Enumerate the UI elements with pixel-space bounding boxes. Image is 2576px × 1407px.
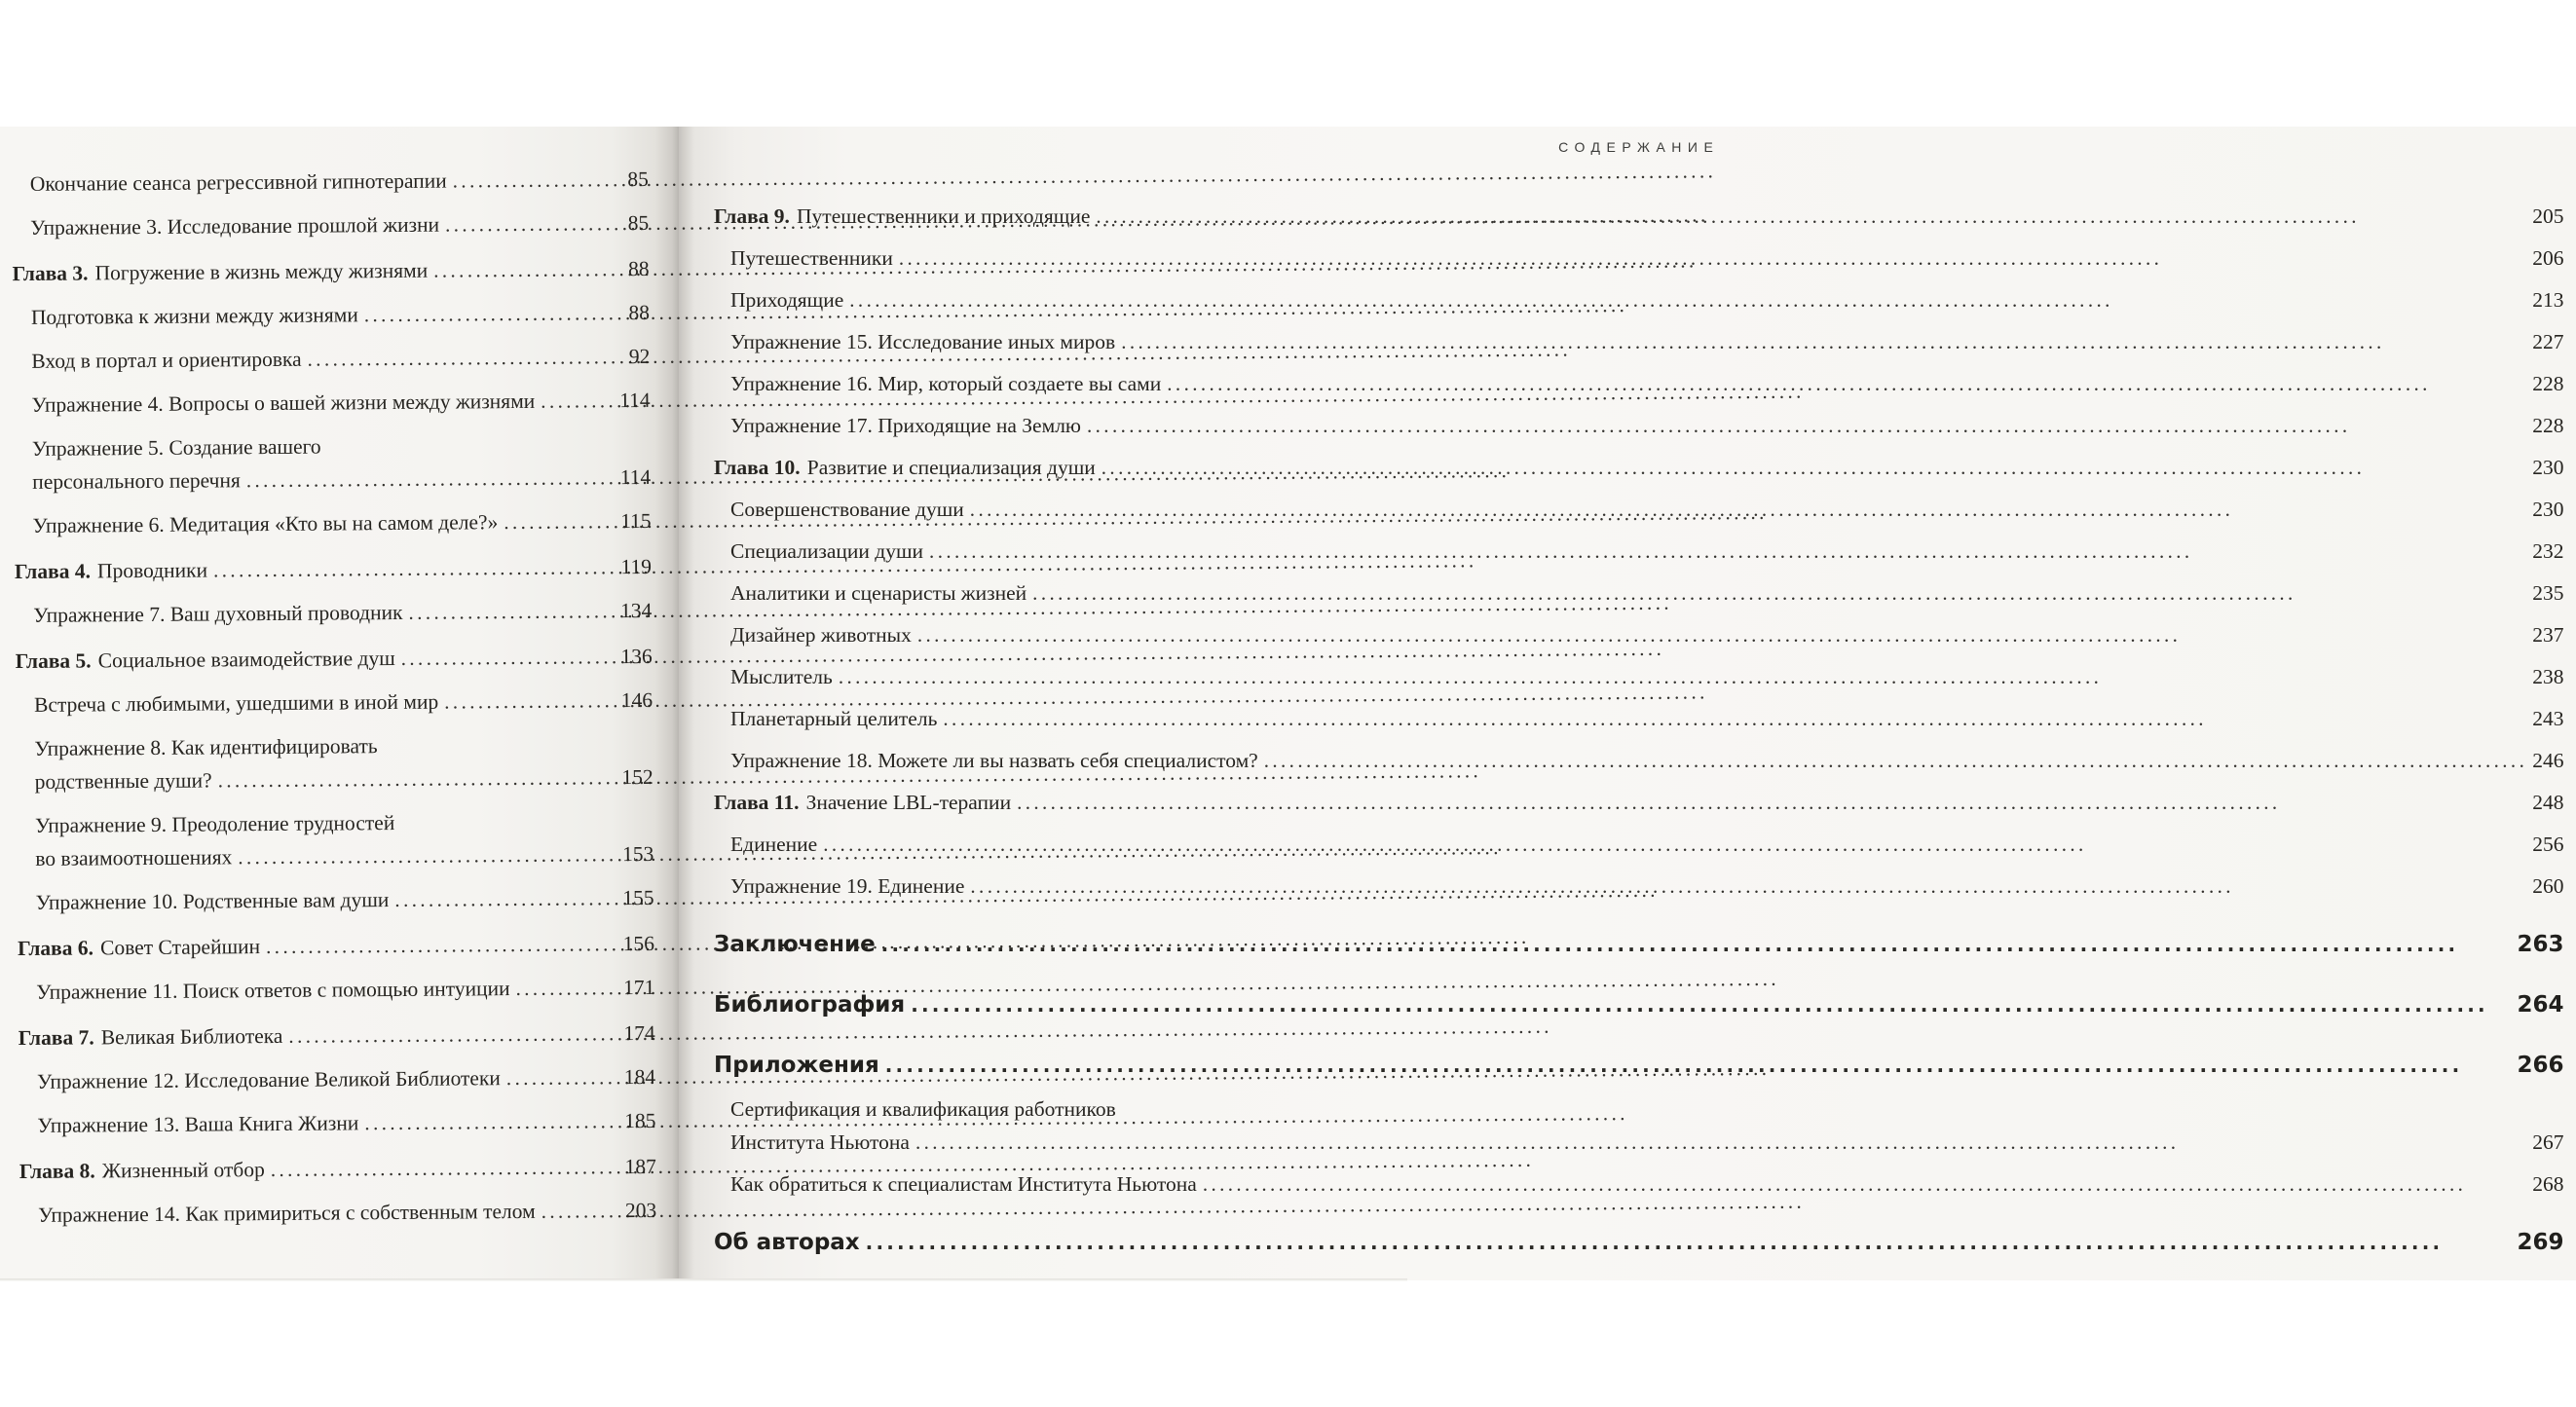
chapter-label: Глава 7. xyxy=(18,1025,94,1051)
toc-entry-line xyxy=(19,1150,656,1188)
entry-title: Приходящие xyxy=(730,288,844,312)
toc-entry xyxy=(15,550,652,588)
toc-entry-line xyxy=(14,461,651,499)
page-number: 246 xyxy=(2532,749,2564,772)
entry-title: Упражнение 15. Исследование иных миров xyxy=(730,330,1116,353)
entry-title: Дизайнер животных xyxy=(730,623,912,647)
leader-dots xyxy=(271,1150,620,1186)
toc-entry-line xyxy=(714,409,2563,442)
leader-dots xyxy=(866,1224,2513,1261)
leader-dots xyxy=(364,296,624,331)
left-page xyxy=(0,127,679,1280)
toc-entry-line xyxy=(13,296,650,334)
chapter-label: Глава 6. xyxy=(17,936,94,961)
chapter-label: Глава 3. xyxy=(12,261,89,286)
entry-title: Упражнение 9. Преодоление трудностей xyxy=(34,811,395,837)
leader-dots xyxy=(444,684,616,718)
entry-title: Вход в портал и ориентировка xyxy=(31,347,302,373)
page-number: 88 xyxy=(627,256,650,281)
entry-title: Упражнение 18. Можете ли вы назвать себя специалистом? xyxy=(730,749,1258,772)
toc-entry xyxy=(16,640,653,678)
toc-entry xyxy=(19,1194,656,1232)
page-number: 237 xyxy=(2532,623,2564,647)
toc-entry xyxy=(714,409,2563,442)
page-number: 185 xyxy=(624,1108,656,1133)
page-number: 119 xyxy=(620,554,653,579)
leader-dots xyxy=(238,837,617,873)
entry-title: Упражнение 6. Медитация «Кто вы на самом деле?» xyxy=(32,510,499,537)
toc-entry-line xyxy=(13,384,650,422)
page-number: 268 xyxy=(2532,1172,2564,1196)
entry-title: Об авторах xyxy=(714,1230,860,1255)
page-number: 269 xyxy=(2517,1230,2564,1255)
entry-title: Проводники xyxy=(96,558,208,583)
page-number: 88 xyxy=(628,300,650,325)
page-number: 85 xyxy=(627,210,650,236)
entry-title: Планетарный целитель xyxy=(730,707,938,730)
leader-dots xyxy=(288,1017,618,1053)
leader-dots xyxy=(541,384,615,418)
entry-title: Мыслитель xyxy=(730,665,833,688)
leader-dots xyxy=(453,163,623,197)
toc-entry xyxy=(19,1060,655,1098)
left-page-entries xyxy=(12,163,657,1232)
toc-entry-line xyxy=(16,727,653,765)
entry-title: Библиография xyxy=(714,992,906,1018)
page-number: 230 xyxy=(2532,456,2564,479)
toc-entry-line xyxy=(15,550,652,588)
entry-title: Сертификация и квалификация работников xyxy=(730,1097,1116,1121)
toc-entry-line xyxy=(714,786,2563,819)
entry-title: Развитие и специализация души xyxy=(806,456,1096,479)
page-number: 203 xyxy=(624,1198,657,1223)
toc-entry xyxy=(13,296,650,334)
page-number: 205 xyxy=(2532,204,2564,228)
entry-title: персонального перечня xyxy=(32,468,241,494)
leader-dots xyxy=(401,640,616,675)
toc-entry-line xyxy=(12,163,649,201)
toc-entry xyxy=(18,881,654,919)
toc-entry xyxy=(19,1150,656,1188)
page-number: 153 xyxy=(621,841,654,867)
entry-title: Заключение xyxy=(714,932,876,957)
toc-entry-line xyxy=(17,760,653,798)
leader-dots xyxy=(515,971,618,1005)
toc-entry-line xyxy=(19,1017,655,1055)
page-number: 213 xyxy=(2532,288,2564,312)
toc-entry xyxy=(18,927,654,965)
toc-entry xyxy=(19,1104,655,1142)
page-number: 134 xyxy=(619,598,653,623)
chapter-label: Глава 11. xyxy=(714,791,800,814)
entry-title: Упражнение 12. Исследование Великой Библиотеки xyxy=(36,1066,501,1093)
toc-entry-line xyxy=(13,340,650,378)
chapter-label: Глава 5. xyxy=(15,648,92,674)
toc-entry xyxy=(14,504,651,542)
entry-title: Единение xyxy=(730,833,818,856)
page-number: 235 xyxy=(2532,581,2564,605)
leader-dots xyxy=(506,1060,619,1094)
entry-title: Путешественники и приходящие xyxy=(797,204,1091,228)
toc-entry xyxy=(18,971,654,1009)
entry-title: Упражнение 14. Как примириться с собственным телом xyxy=(38,1199,536,1227)
page-number: 230 xyxy=(2532,498,2564,521)
toc-entry-line xyxy=(19,1104,655,1142)
leader-dots xyxy=(266,927,618,963)
toc-entry-line xyxy=(16,640,653,678)
entry-title: Жизненный отбор xyxy=(101,1158,265,1183)
toc-entry-line xyxy=(14,504,651,542)
page-number: 260 xyxy=(2532,874,2564,898)
toc-entry xyxy=(13,340,650,378)
leader-dots xyxy=(246,461,616,497)
leader-dots xyxy=(408,594,616,629)
leader-dots xyxy=(541,1194,621,1228)
entry-title: Специализации души xyxy=(730,539,924,563)
chapter-label: Глава 9. xyxy=(714,204,790,228)
entry-title: Погружение в жизнь между жизнями xyxy=(94,258,429,285)
entry-title: Упражнение 13. Ваша Книга Жизни xyxy=(37,1111,359,1137)
entry-title: Социальное взаимодействие душ xyxy=(97,646,395,673)
entry-title: Окончание сеанса регрессивной гипнотерапии xyxy=(29,168,447,196)
toc-entry-line xyxy=(18,881,654,919)
page-number: 266 xyxy=(2517,1053,2564,1078)
leader-dots xyxy=(1017,786,2527,819)
entry-title: Упражнение 17. Приходящие на Землю xyxy=(730,414,1081,437)
page-number: 92 xyxy=(628,344,651,369)
toc-entry-line xyxy=(714,1224,2563,1261)
toc-entry-line xyxy=(12,252,649,290)
entry-title: Упражнение 11. Поиск ответов с помощью интуиции xyxy=(36,977,510,1004)
entry-title: Встреча с любимыми, ушедшими в иной мир xyxy=(33,689,439,717)
toc-entry xyxy=(12,206,649,244)
page-number: 227 xyxy=(2532,330,2564,353)
toc-entry-line xyxy=(18,971,654,1009)
entry-title: Упражнение 7. Ваш духовный проводник xyxy=(33,600,403,627)
entry-title: Совершенствование души xyxy=(730,498,964,521)
entry-title: Путешественники xyxy=(730,246,893,270)
toc-entry-line xyxy=(17,837,653,875)
open-book xyxy=(0,127,2564,1280)
entry-title: Института Ньютона xyxy=(730,1130,910,1154)
toc-entry xyxy=(15,594,652,632)
entry-title: Упражнение 4. Вопросы о вашей жизни между жизнями xyxy=(31,389,536,417)
toc-entry xyxy=(12,252,649,290)
page-number: 256 xyxy=(2532,833,2564,856)
toc-entry-line xyxy=(15,594,652,632)
entry-title: Упражнение 19. Единение xyxy=(730,874,965,898)
chapter-label: Глава 10. xyxy=(714,456,801,479)
entry-title: Совет Старейшин xyxy=(99,935,261,960)
page-number: 232 xyxy=(2532,539,2564,563)
page-number: 264 xyxy=(2517,992,2564,1018)
page-number: 228 xyxy=(2532,372,2564,395)
page-number: 114 xyxy=(619,388,651,413)
leader-dots xyxy=(394,881,617,916)
entry-title: Упражнение 16. Мир, который создаете вы сами xyxy=(730,372,1162,395)
toc-entry xyxy=(714,786,2563,819)
toc-entry-line xyxy=(12,206,649,244)
toc-entry xyxy=(16,684,653,722)
page-number: 115 xyxy=(620,508,652,534)
page-number: 114 xyxy=(619,464,652,490)
entry-title: Упражнение 10. Родственные вам души xyxy=(35,888,390,914)
page-number: 228 xyxy=(2532,414,2564,437)
leader-dots xyxy=(364,1104,619,1139)
entry-title: Как обратиться к специалистам Института Ньютона xyxy=(730,1172,1197,1196)
page-number: 187 xyxy=(624,1154,656,1179)
entry-title: Аналитики и сценаристы жизней xyxy=(730,581,1027,605)
toc-entry-line xyxy=(17,804,653,842)
leader-dots xyxy=(218,760,617,796)
chapter-label: Глава 4. xyxy=(14,559,92,584)
page-number: 155 xyxy=(622,885,654,910)
page-number: 174 xyxy=(623,1020,655,1046)
toc-entry xyxy=(14,427,652,499)
leader-dots xyxy=(504,504,616,538)
toc-entry xyxy=(16,727,653,798)
entry-title: Значение LBL-терапии xyxy=(805,791,1012,814)
leader-dots xyxy=(307,340,623,376)
leader-dots xyxy=(1087,409,2527,442)
toc-entry-line xyxy=(19,1194,656,1232)
contents-header: СОДЕРЖАНИЕ xyxy=(1558,139,1720,155)
page-number: 146 xyxy=(620,687,653,713)
entry-title: Упражнение 5. Создание вашего xyxy=(31,434,321,461)
page-number: 171 xyxy=(623,975,655,1000)
entry-title: во взаимоотношениях xyxy=(35,845,233,870)
toc-entry xyxy=(17,804,654,875)
entry-title: Упражнение 3. Исследование прошлой жизни xyxy=(30,212,440,240)
page-number: 243 xyxy=(2532,707,2564,730)
page-number: 85 xyxy=(627,167,649,192)
page-number: 248 xyxy=(2532,791,2564,814)
entry-title: Упражнение 8. Как идентифицировать xyxy=(34,734,378,760)
entry-title: родственные души? xyxy=(34,768,212,794)
leader-dots xyxy=(433,252,623,287)
page-number: 267 xyxy=(2532,1130,2564,1154)
page-number: 238 xyxy=(2532,665,2564,688)
page-number: 156 xyxy=(622,931,655,956)
page-number: 136 xyxy=(620,644,653,669)
page-number: 263 xyxy=(2517,932,2564,957)
entry-title: Приложения xyxy=(714,1053,879,1078)
toc-entry xyxy=(19,1017,655,1055)
toc-entry xyxy=(12,163,649,201)
toc-entry-line xyxy=(14,427,651,465)
chapter-label: Глава 8. xyxy=(19,1159,95,1184)
page-number: 206 xyxy=(2532,246,2564,270)
toc-entry xyxy=(714,1224,2563,1261)
entry-title: Великая Библиотека xyxy=(100,1023,283,1050)
toc-entry-line xyxy=(16,684,653,722)
toc-entry-line xyxy=(19,1060,655,1098)
toc-entry xyxy=(13,384,650,422)
toc-entry-line xyxy=(18,927,654,965)
entry-title: Подготовка к жизни между жизнями xyxy=(30,303,358,329)
page-number: 184 xyxy=(623,1064,656,1090)
leader-dots xyxy=(213,550,616,586)
page-number: 152 xyxy=(621,764,653,790)
leader-dots xyxy=(445,206,623,241)
